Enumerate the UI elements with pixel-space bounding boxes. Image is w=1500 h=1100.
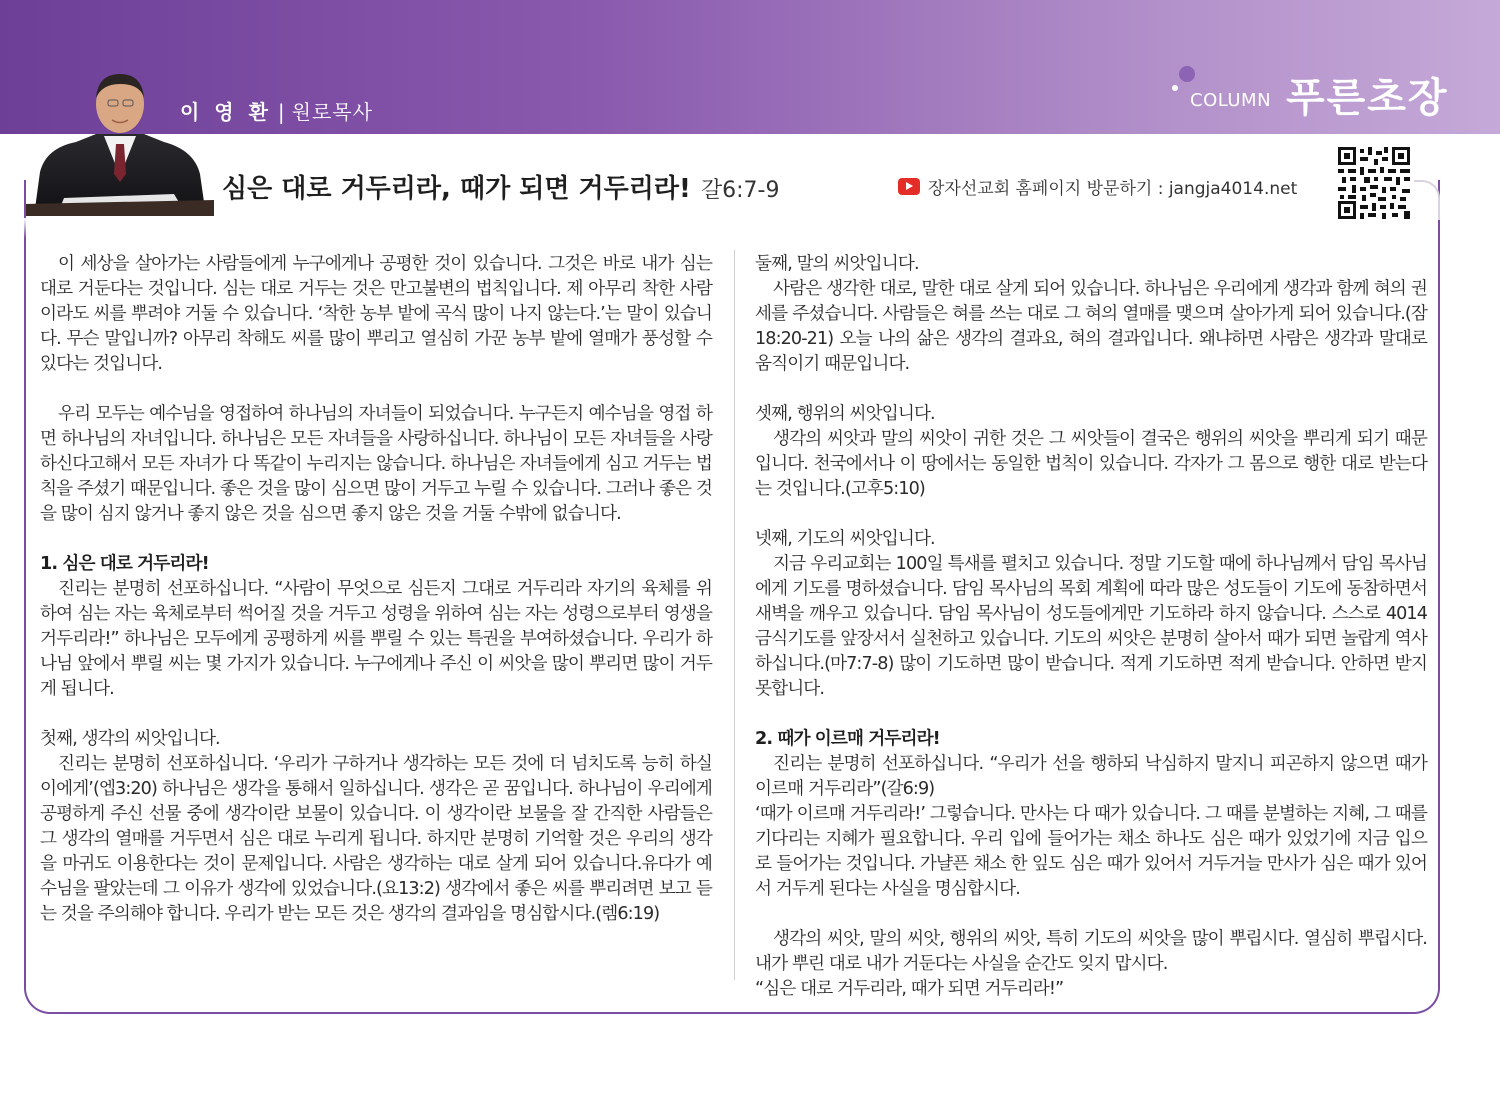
- paragraph-text: 생각의 씨앗과 말의 씨앗이 귀한 것은 그 씨앗들이 결국은 행위의 씨앗을 뿌리게 되기 때문입니다. 천국에서나 이 땅에서는 동일한 법칙이 있습니다. 각자가 그 몸으로 행한 대로 받는다는 것입니다.(고후5:10): [755, 429, 1427, 499]
- paragraph-text: 진리는 분명히 선포하십니다. “우리가 선을 행하되 낙심하지 말지니 피곤하지 않으면 때가 이르매 거두리라”(갈6:9): [755, 754, 1427, 799]
- author-name: 이 영 환: [180, 100, 272, 124]
- paragraph: [755, 927, 1427, 977]
- paragraph-text: 사람은 생각한 대로, 말한 대로 살게 되어 있습니다. 하나님은 우리에게 생각과 함께 혀의 권세를 주셨습니다. 사람들은 혀를 쓰는 대로 그 혀의 열매를 맺으며 살아가게 되어 있습니다.(잠18:20-21) 오늘 나의 삶은 생각의 결과요, 혀의 결과입니다. 왜냐하면 사람은 생각과 말대로 움직이기 때문입니다.: [755, 279, 1427, 374]
- closing-quote: “심은 대로 거두리라, 때가 되면 거두리라!”: [755, 979, 1064, 999]
- paragraph-text: 진리는 분명히 선포하십니다. ‘우리가 구하거나 생각하는 모든 것에 더 넘치도록 능히 하실 이에게’(엡3:20) 하나님은 생각을 통해서 일하십니다. 생각은 곧 꿈입니다. 하나님이 우리에게 공평하게 주신 선물 중에 생각이란 보물이 있습니다. 이 생각이란 보물을 잘 간직한 사람들은 그 생각의 열매를 거두면서 심은 대로 누리게 됩니다. 하지만 분명히 기억할 것은 우리의 생각을 마귀도 이용한다는 것이 문제입니다. 사람은 생각하는 대로 살게 되어 있습니다.유다가 예수님을 팔았는데 그 이유가 생각에 있었습니다.(요13:2) 생각에서 좋은 씨를 뿌리려면 보고 듣는 것을 주의해야 합니다. 우리가 받는 모든 것은 생각의 결과임을 명심합시다.(렘6:19): [40, 754, 712, 924]
- paragraph-text: 우리 모두는 예수님을 영접하여 하나님의 자녀들이 되었습니다. 누구든지 예수님을 영접 하면 하나님의 자녀입니다. 하나님은 모든 자녀들을 사랑하십니다. 하나님이 모든 자녀들을 사랑하신다고해서 모든 자녀가 다 똑같이 누리지는 않습니다. 하나님은 자녀들에게 심고 거두는 법칙을 주셨기 때문입니다. 좋은 것을 많이 심으면 많이 거두고 누릴 수 있습니다. 그러나 좋은 것을 많이 심지 않거나 좋지 않은 것을 심으면 좋지 않은 것을 거둘 수밖에 없습니다.: [40, 404, 712, 524]
- section: [40, 552, 712, 702]
- column-divider: [734, 250, 735, 980]
- paragraph: [40, 252, 712, 377]
- decorative-dot-icon: [1179, 66, 1195, 82]
- content-frame-corner: [1414, 180, 1440, 220]
- section: [755, 527, 1427, 702]
- paragraph-text: 이 세상을 살아가는 사람들에게 누구에게나 공평한 것이 있습니다. 그것은 바로 내가 심는 대로 거둔다는 것입니다. 심는 대로 거두는 것은 만고불변의 법칙입니다. 제 아무리 착한 사람이라도 씨를 뿌려야 거둘 수 있습니다. ‘착한 농부 밭에 곡식 많이 나지 않는다.’는 말이 있습니다. 무슨 말입니까? 아무리 착해도 씨를 많이 뿌리고 열심히 가꾼 농부 밭에 열매가 풍성할 수 있다는 것입니다.: [40, 254, 712, 374]
- paragraph-text: 진리는 분명히 선포하십니다. “사람이 무엇으로 심든지 그대로 거두리라 자기의 육체를 위하여 심는 자는 육체로부터 썩어질 것을 거두고 성령을 위하여 심는 자는 성령으로부터 영생을 거두리라!” 하나님은 모두에게 공평하게 씨를 뿌릴 수 있는 특권을 부여하셨습니다. 우리가 하나님 앞에서 뿌릴 씨는 몇 가지가 있습니다. 누구에게나 주신 이 씨앗을 많이 뿌리면 많이 거두게 됩니다.: [40, 579, 712, 699]
- subsection-heading: 첫째, 생각의 씨앗입니다.: [40, 729, 220, 749]
- column-label: COLUMN: [1190, 90, 1272, 111]
- section: [755, 727, 1427, 902]
- paragraph-text: 생각의 씨앗, 말의 씨앗, 행위의 씨앗, 특히 기도의 씨앗을 많이 뿌립시다. 열심히 뿌립시다. 내가 뿌린 대로 내가 거둔다는 사실을 순간도 잊지 맙시다.: [755, 929, 1427, 974]
- homepage-link-text: 장자선교회 홈페이지 방문하기 : jangja4014.net: [928, 179, 1298, 199]
- content-frame-edge: [24, 218, 26, 238]
- paragraph-text: 지금 우리교회는 100일 특새를 펼치고 있습니다. 정말 기도할 때에 하나님께서 담임 목사님에게 기도를 명하셨습니다. 담임 목사님의 목회 계획에 따라 많은 성도들이 기도에 동참하면서 새벽을 깨우고 있습니다. 담임 목사님이 성도들에게만 기도하라 하지 않습니다. 스스로 4014 금식기도를 앞장서서 실천하고 있습니다. 기도의 씨앗은 분명히 살아서 때가 되면 놀랍게 역사하십니다.(마7:7-8) 많이 기도하면 많이 받습니다. 적게 기도하면 적게 받습니다. 안하면 받지 못합니다.: [755, 554, 1427, 699]
- section-heading: 2. 때가 이르매 거두리라!: [755, 729, 940, 749]
- section-heading: 1. 심은 대로 거두리라!: [40, 554, 209, 574]
- sermon-title-text: 심은 대로 거두리라, 때가 되면 거두리라!: [222, 174, 691, 204]
- scripture-reference: 갈6:7-9: [700, 178, 780, 203]
- author-byline: [180, 96, 373, 125]
- subsection-heading: 셋째, 행위의 씨앗입니다.: [755, 404, 935, 424]
- subsection-heading: 둘째, 말의 씨앗입니다.: [755, 254, 919, 274]
- section: [755, 252, 1427, 377]
- left-column: [40, 252, 712, 952]
- decorative-small-dot-icon: [1172, 85, 1178, 91]
- subsection-heading: 넷째, 기도의 씨앗입니다.: [755, 529, 935, 549]
- section: [40, 727, 712, 927]
- right-column: [755, 252, 1427, 1002]
- author-separator: |: [277, 100, 286, 124]
- paragraph-text: ‘때가 이르매 거두리라!’ 그렇습니다. 만사는 다 때가 있습니다. 그 때를 분별하는 지혜, 그 때를 기다리는 지혜가 필요합니다. 우리 입에 들어가는 채소 하나도 심은 때가 있었기에 지금 입으로 들어가는 것입니다. 가냘픈 채소 한 잎도 심은 때가 있어서 거두거늘 만사가 심은 때가 있어서 거두게 된다는 사실을 명심합시다.: [755, 804, 1427, 899]
- author-role: 원로목사: [291, 100, 373, 124]
- section: [755, 402, 1427, 502]
- paragraph: [40, 402, 712, 527]
- column-title: 푸른초장: [1286, 75, 1449, 121]
